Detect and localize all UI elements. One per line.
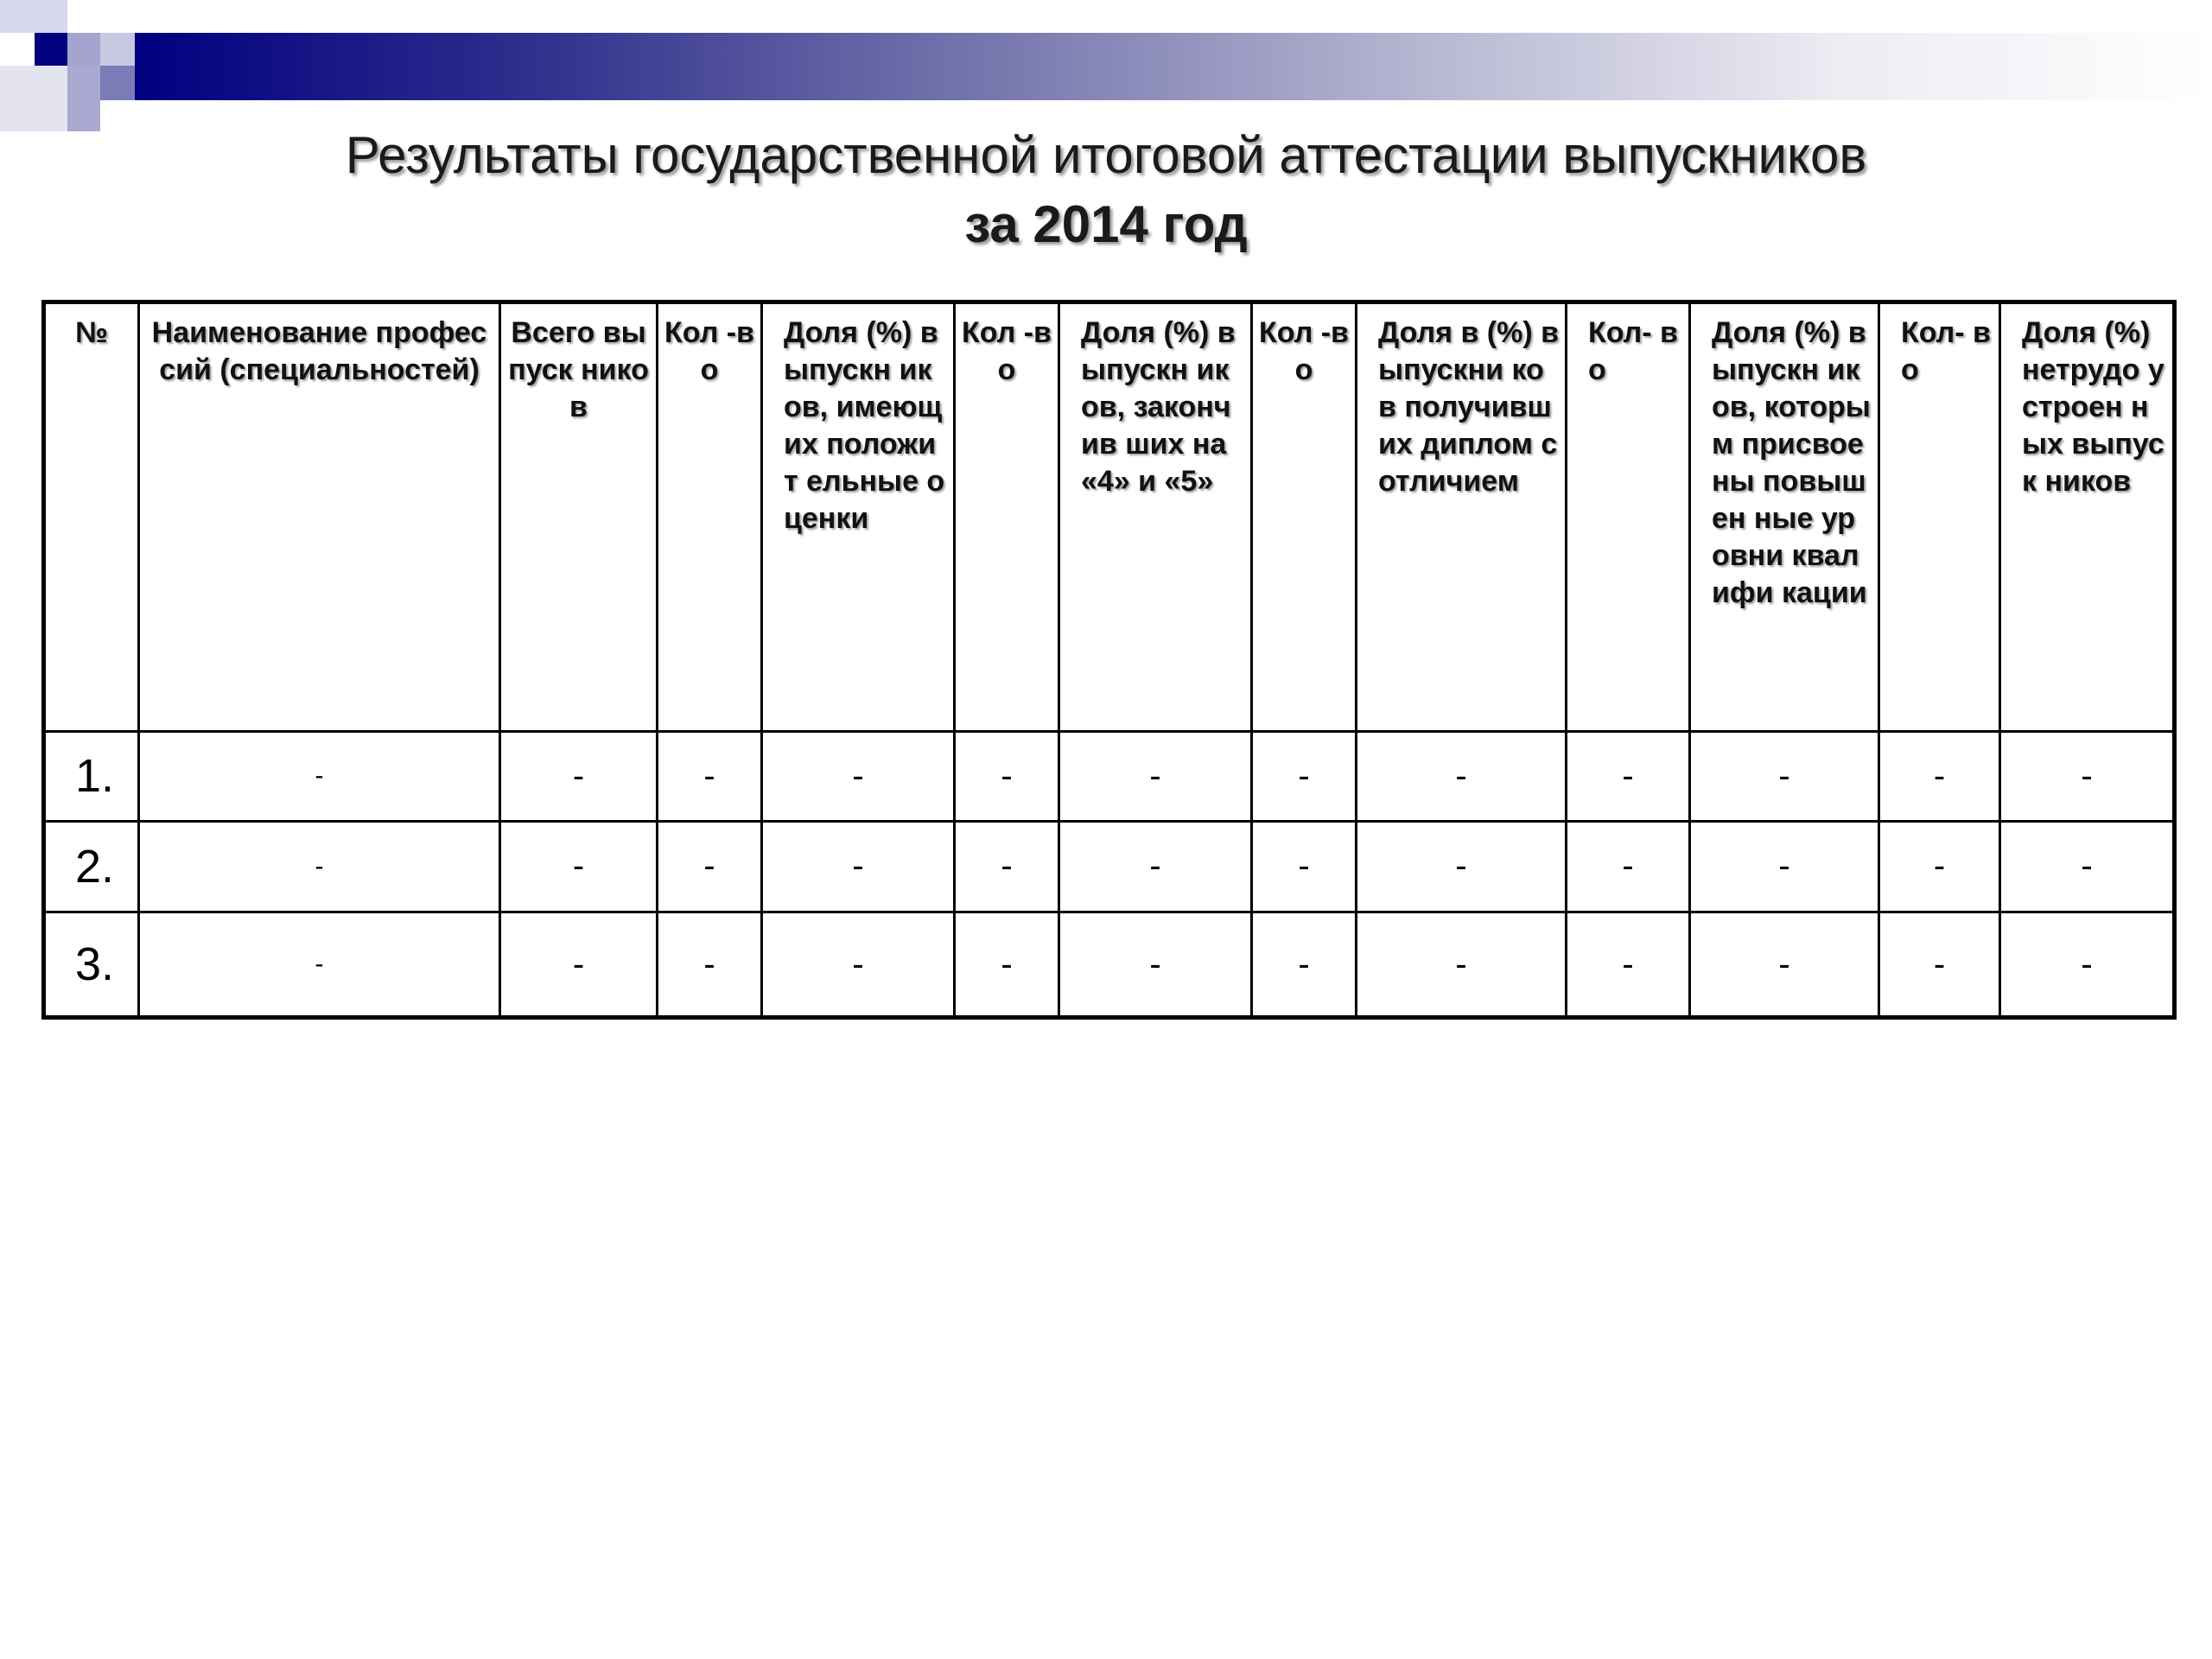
table-cell: - (658, 912, 762, 1018)
table-cell: - (2000, 912, 2175, 1018)
table-cell: - (1357, 912, 1567, 1018)
table-cell: - (1059, 912, 1252, 1018)
table-cell: - (658, 732, 762, 822)
table-cell: - (139, 821, 500, 912)
table-cell: - (1879, 821, 2000, 912)
decor-square (67, 0, 135, 33)
header-profession-name: Наименование профессий (специальностей) (139, 302, 500, 732)
header-share-unemployed: Доля (%) нетрудо устроен ных выпуск ников (2000, 302, 2175, 732)
header-count: Кол -во (658, 302, 762, 732)
table-cell: - (1059, 732, 1252, 822)
decor-square (100, 33, 135, 66)
decor-square (35, 33, 67, 66)
table-header-row (44, 302, 2175, 732)
table-cell: - (658, 821, 762, 912)
table-cell: - (1690, 821, 1879, 912)
header-share-honors-diploma: Доля в (%) выпускни ков получивш их диплом с отличием (1357, 302, 1567, 732)
table-cell: - (139, 732, 500, 822)
results-table (41, 300, 2177, 1020)
table-cell: - (1567, 821, 1690, 912)
table-cell: - (1252, 912, 1357, 1018)
table-cell: - (1357, 821, 1567, 912)
header-total-graduates: Всего выпуск ников (500, 302, 658, 732)
row-number: 3. (44, 912, 139, 1018)
header-number: № (44, 302, 139, 732)
header-share-higher-qualification: Доля (%) выпускн иков, которым присвое ны повышен ные уровни квалифи кации (1690, 302, 1879, 732)
table-cell: - (762, 821, 955, 912)
table-cell: - (955, 821, 1059, 912)
decor-square (67, 33, 100, 66)
table-cell: - (1252, 732, 1357, 822)
decor-square (0, 0, 67, 33)
table-row (44, 732, 2175, 822)
table-cell: - (500, 821, 658, 912)
decor-square (100, 66, 135, 100)
row-number: 2. (44, 821, 139, 912)
title-line-1: Результаты государственной итоговой аттестации выпускников (345, 126, 1867, 184)
table-cell: - (955, 732, 1059, 822)
table-cell: - (1879, 732, 2000, 822)
table-cell: - (1690, 732, 1879, 822)
header-count: Кол -во (955, 302, 1059, 732)
table-cell: - (1567, 912, 1690, 1018)
table-cell: - (500, 912, 658, 1018)
table-cell: - (1690, 912, 1879, 1018)
header-share-positive-grades: Доля (%) выпускн иков, имеющих положит ельные оценки (762, 302, 955, 732)
header-count: Кол- во (1879, 302, 2000, 732)
row-number: 1. (44, 732, 139, 822)
table-cell: - (1879, 912, 2000, 1018)
table-cell: - (1059, 821, 1252, 912)
table-row (44, 821, 2175, 912)
table-cell: - (1567, 732, 1690, 822)
table-cell: - (762, 912, 955, 1018)
table-cell: - (1357, 732, 1567, 822)
table-row (44, 912, 2175, 1018)
table-cell: - (139, 912, 500, 1018)
header-share-good-excellent: Доля (%) выпускн иков, закончив ших на «4» и «5» (1059, 302, 1252, 732)
table-cell: - (1252, 821, 1357, 912)
table-cell: - (2000, 732, 2175, 822)
table-cell: - (762, 732, 955, 822)
header-count: Кол- во (1567, 302, 1690, 732)
table-cell: - (2000, 821, 2175, 912)
title-line-2: за 2014 год (964, 195, 1248, 253)
gradient-header-bar (135, 33, 2212, 100)
header-count: Кол -во (1252, 302, 1357, 732)
slide-title (0, 121, 2212, 259)
table-cell: - (955, 912, 1059, 1018)
table-cell: - (500, 732, 658, 822)
